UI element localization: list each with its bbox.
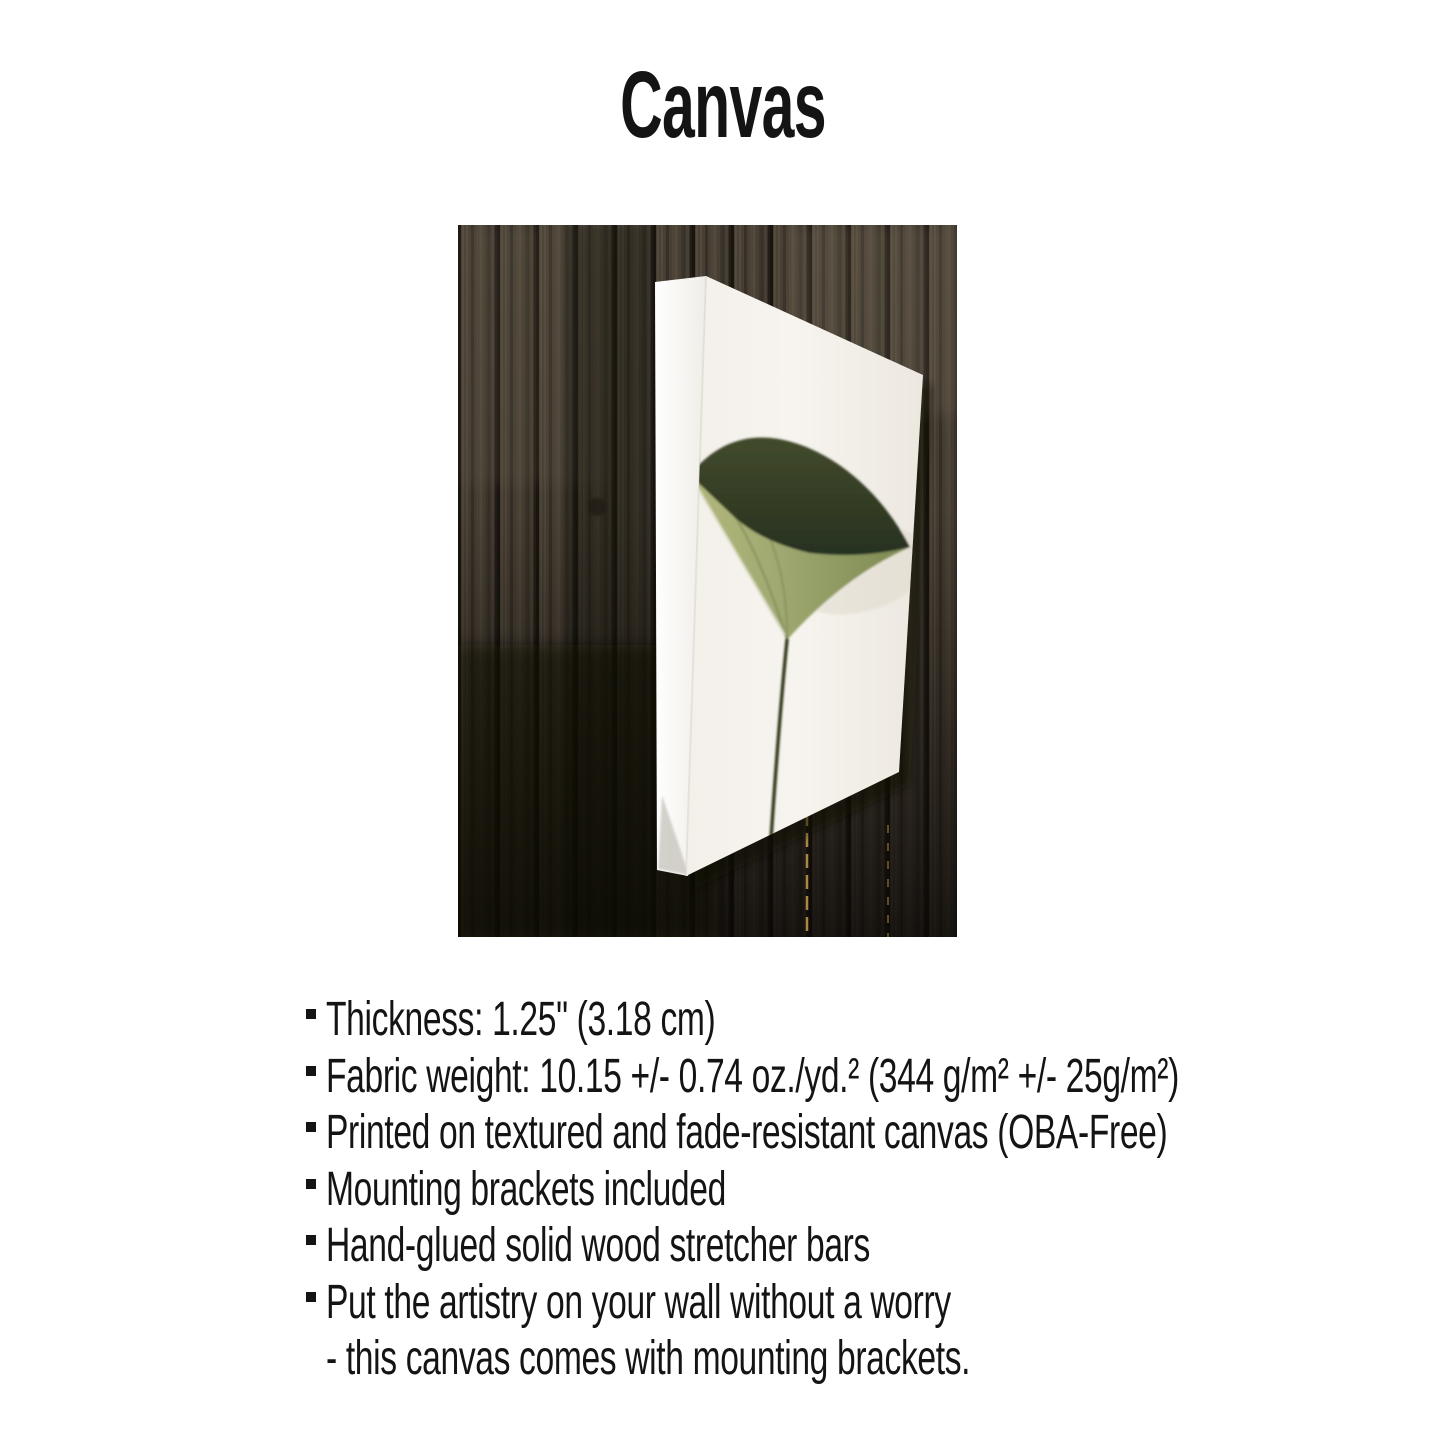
product-photo-art [458,225,957,937]
spec-text: Mounting brackets included [326,1162,726,1216]
page-title [0,52,1445,158]
spec-item-artistry [306,1275,1445,1332]
bullet-icon [306,1179,316,1189]
spec-text: Put the artistry on your wall without a worry [326,1275,951,1329]
bullet-icon [306,1009,316,1019]
spec-text: - this canvas comes with mounting brackets. [326,1332,971,1385]
bullet-icon [306,1122,316,1132]
spec-item-printed [306,1105,1445,1162]
bullet-icon [306,1235,316,1245]
bullet-icon [306,1292,316,1302]
spec-item-fabric-weight [306,1049,1445,1106]
page-title-text: Canvas [619,52,826,158]
spec-item-stretcher-bars [306,1218,1445,1275]
spec-item-brackets-included [306,1162,1445,1219]
bullet-icon [306,1066,316,1076]
spec-text: Hand-glued solid wood stretcher bars [326,1219,870,1272]
spec-text: Thickness: 1.25" (3.18 cm) [326,993,716,1046]
spec-item-artistry-continuation [306,1331,1445,1388]
spec-text: Printed on textured and fade-resistant canvas (OBA-Free) [326,1106,1168,1159]
product-photo [458,225,957,937]
spec-item-thickness [306,992,1445,1049]
spec-list [306,992,1445,1388]
spec-text: Fabric weight: 10.15 +/- 0.74 oz./yd.² (344 g/m² +/- 25g/m²) [326,1049,1179,1103]
